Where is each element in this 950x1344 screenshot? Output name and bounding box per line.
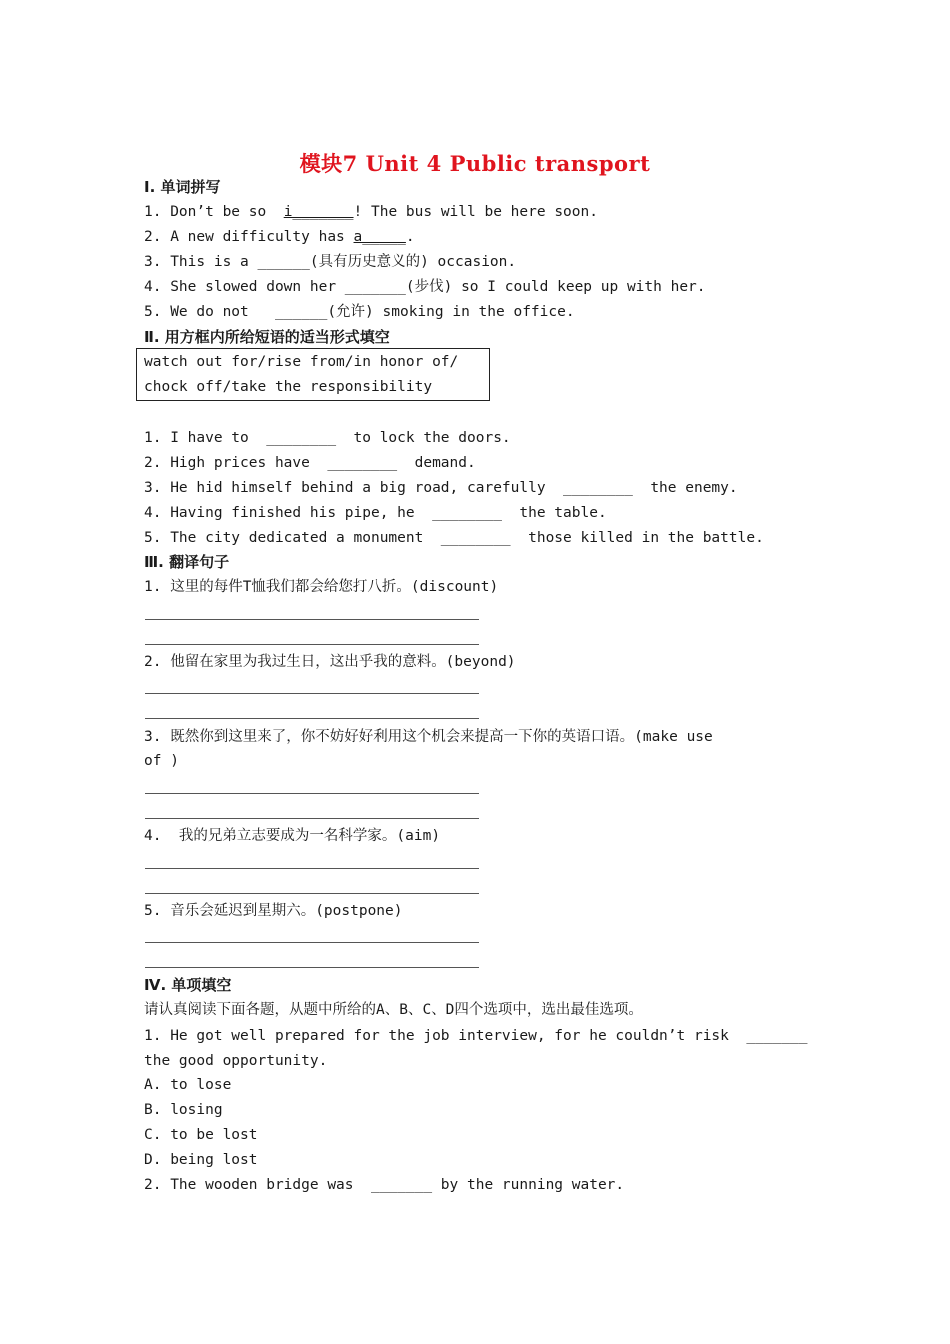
- section-3-heading: Ⅲ. 翻译句子: [144, 553, 230, 571]
- answer-line: [145, 644, 479, 645]
- s1-q1-blank: i_______: [283, 204, 354, 220]
- s1-q1-text-a: 1. Don’t be so: [144, 204, 284, 220]
- s4-instructions: 请认真阅读下面各题，从题中所给的A、B、C、D四个选项中，选出最佳选项。: [144, 1002, 643, 1018]
- option-c: C. to be lost: [144, 1127, 258, 1143]
- s3-question-5: 5. 音乐会延迟到星期六。(postpone): [144, 903, 403, 919]
- s4-question-1a: 1. He got well prepared for the job interview, for he couldn’t risk _______: [144, 1028, 808, 1044]
- s1-question-5: 5. We do not ______(允许) smoking in the office.: [144, 304, 575, 320]
- s3-question-3a: 3. 既然你到这里来了，你不妨好好利用这个机会来提高一下你的英语口语。(make use: [144, 729, 713, 745]
- s1-question-2: [144, 227, 415, 247]
- option-d: D. being lost: [144, 1152, 258, 1168]
- s2-question-1: 1. I have to ________ to lock the doors.: [144, 430, 511, 446]
- answer-line: [145, 942, 479, 943]
- s4-question-2: 2. The wooden bridge was _______ by the running water.: [144, 1177, 625, 1193]
- answer-line: [145, 693, 479, 694]
- s1-q1-text-c: ! The bus will be here soon.: [353, 204, 598, 220]
- s3-question-1: 1. 这里的每件T恤我们都会给您打八折。(discount): [144, 579, 499, 595]
- section-2-heading: Ⅱ. 用方框内所给短语的适当形式填空: [144, 328, 390, 346]
- s2-question-2: 2. High prices have ________ demand.: [144, 455, 476, 471]
- s4-question-1b: the good opportunity.: [144, 1053, 328, 1069]
- s2-question-5: 5. The city dedicated a monument ________ those killed in the battle.: [144, 530, 764, 546]
- s3-question-2: 2. 他留在家里为我过生日，这出乎我的意料。(beyond): [144, 654, 516, 670]
- s2-question-4: 4. Having finished his pipe, he ________ the table.: [144, 505, 607, 521]
- answer-line: [145, 718, 479, 719]
- s1-q2-text-a: 2. A new difficulty has: [144, 229, 354, 245]
- s3-question-4: 4. 我的兄弟立志要成为一名科学家。(aim): [144, 828, 441, 844]
- page-title: 模块7 Unit 4 Public transport: [299, 151, 651, 176]
- s1-question-1: [144, 202, 598, 222]
- answer-line: [145, 868, 479, 869]
- option-b: B. losing: [144, 1102, 223, 1118]
- answer-line: [145, 818, 479, 819]
- s3-question-3b: of ): [144, 753, 179, 769]
- s1-question-4: 4. She slowed down her _______(步伐) so I could keep up with her.: [144, 279, 706, 295]
- section-1-heading: Ⅰ. 单词拼写: [144, 178, 221, 196]
- option-a: A. to lose: [144, 1077, 232, 1093]
- s1-q2-text-c: .: [405, 229, 415, 245]
- answer-line: [145, 619, 479, 620]
- section-4-heading: Ⅳ. 单项填空: [144, 976, 232, 994]
- answer-line: [145, 893, 479, 894]
- s1-question-3: 3. This is a ______(具有历史意义的) occasion.: [144, 254, 517, 270]
- answer-line: [145, 793, 479, 794]
- phrase-box-line-2: chock off/take the responsibility: [144, 379, 433, 395]
- phrase-box-line-1: watch out for/rise from/in honor of/: [144, 354, 459, 370]
- answer-line: [145, 967, 479, 968]
- s2-question-3: 3. He hid himself behind a big road, carefully ________ the enemy.: [144, 480, 738, 496]
- s1-q2-blank: a_____: [353, 229, 406, 245]
